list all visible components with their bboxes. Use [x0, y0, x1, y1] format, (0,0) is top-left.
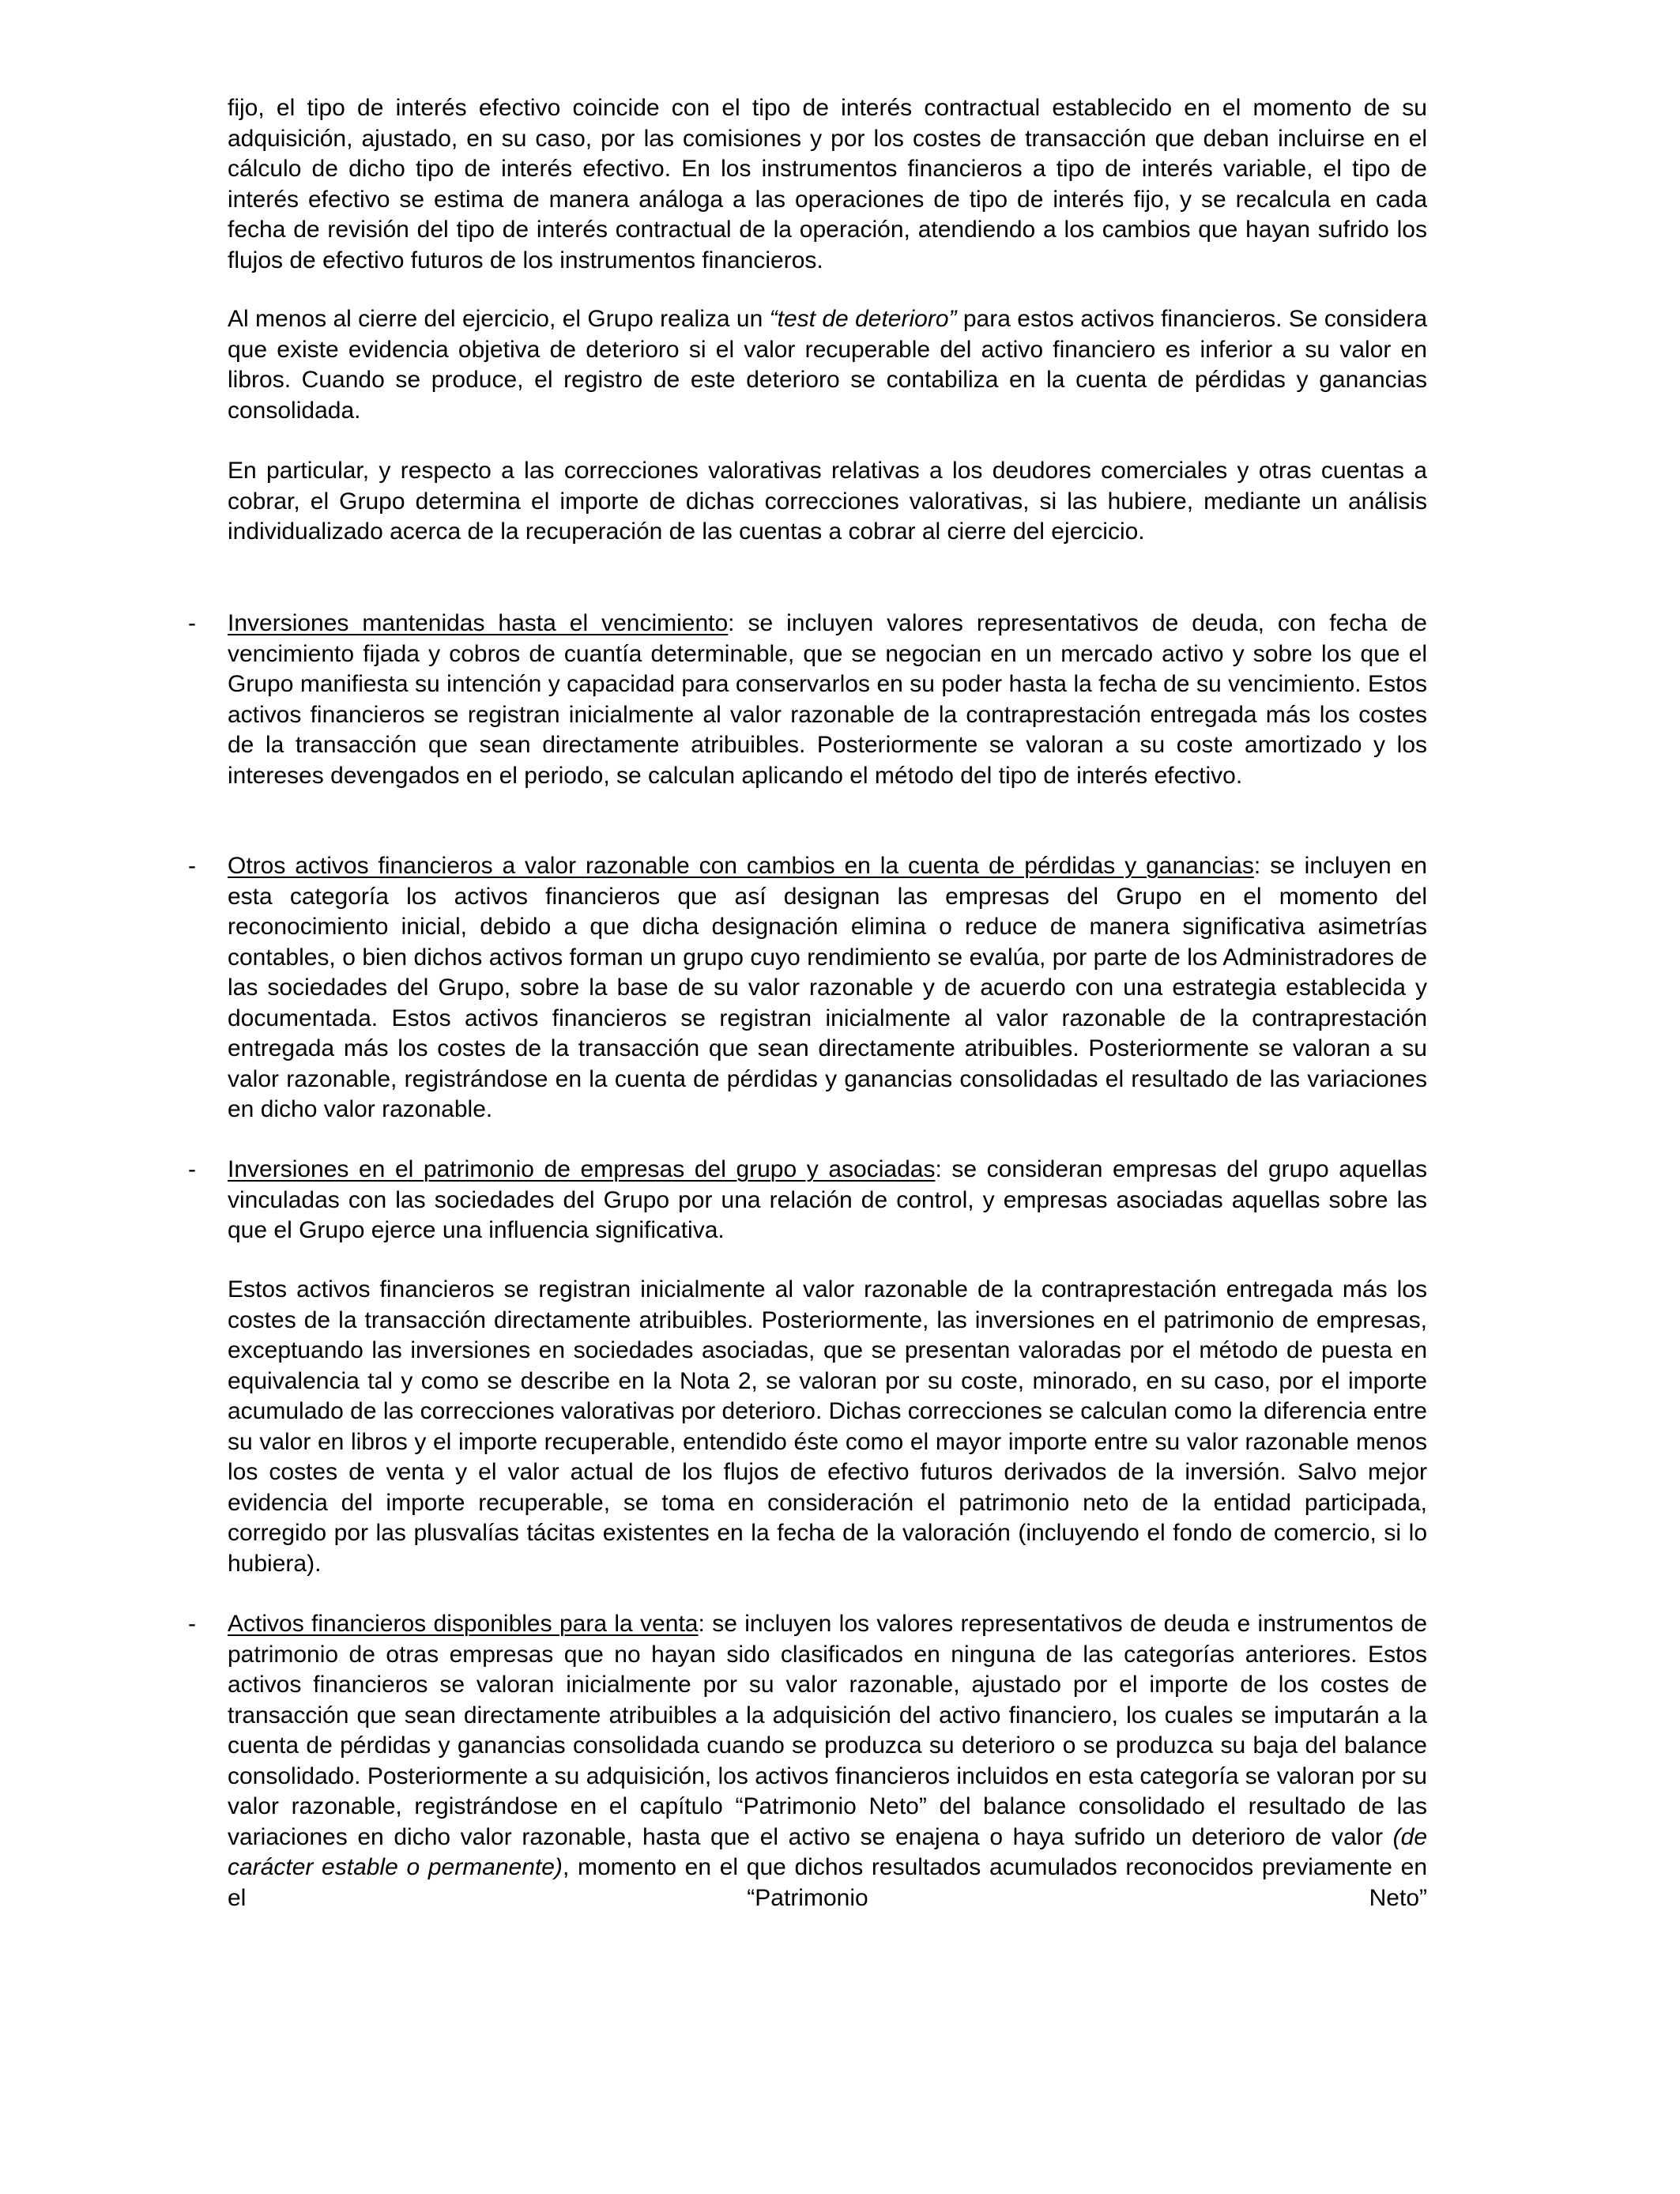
bullet-group-associates: [228, 1155, 1427, 1246]
paragraph-valuation-corrections: [228, 456, 1427, 548]
bullet-text: : se incluyen en esta categoría los activos financieros que así designan las empresas del Grupo en el momento del reconocimiento inicial, debido a que dicha designación elimina o reduce de manera significativa asimetrías contables, o bien dichos activos forman un grupo cuyo rendimiento se evalúa, por parte de los Administradores de las sociedades del Grupo, sobre la base de su valor razonable y de acuerdo con una estrategia establecida y documentada. Estos activos financieros se registran inicialmente al valor razonable de la contraprestación entregada más los costes de la transacción que sean directamente atribuibles. Posteriormente se valoran a su valor razonable, registrándose en la cuenta de pérdidas y ganancias consolidadas el resultado de las variaciones en dicho valor razonable.: [228, 853, 1427, 1122]
paragraph-impairment-test: [228, 304, 1427, 426]
bullet-marker: -: [188, 610, 196, 636]
bullet-title: Inversiones en el patrimonio de empresas del grupo y asociadas: [228, 1156, 936, 1182]
paragraph-group-investments-valuation: [228, 1275, 1427, 1579]
bullet-held-to-maturity: [228, 609, 1427, 791]
paragraph-text: Estos activos financieros se registran inicialmente al valor razonable de la contraprestación entregada más los costes de la transacción directamente atribuibles. Posteriormente, las inversiones en el patrimonio de empresas, exceptuando las inversiones en sociedades asociadas, que se presentan valoradas por el método de puesta en equivalencia tal y como se describe en la Nota 2, se valoran por su coste, minorado, en su caso, por el importe acumulado de las correcciones valorativas por deterioro. Dichas correcciones se calculan como la diferencia entre su valor en libros y el importe recuperable, entendido éste como el mayor importe entre su valor razonable menos los costes de venta y el valor actual de los flujos de efectivo futuros derivados de la inversión. Salvo mejor evidencia del importe recuperable, se toma en consideración el patrimonio neto de la entidad participada, corregido por las plusvalías tácitas existentes en la fecha de la valoración (incluyendo el fondo de comercio, si lo hubiera).: [228, 1276, 1427, 1577]
bullet-title: Otros activos financieros a valor razonable con cambios en la cuenta de pérdidas y ganancias: [228, 853, 1254, 879]
bullet-text: , momento en el que dichos resultados acumulados reconocidos previamente en el “Patrimonio Neto”: [228, 1854, 1427, 1911]
bullet-marker: -: [188, 853, 196, 879]
paragraph-text: fijo, el tipo de interés efectivo coincide con el tipo de interés contractual establecido en el momento de su adquisición, ajustado, en su caso, por las comisiones y por los costes de transacción que deban incluirse en el cálculo de dicho tipo de interés efectivo. En los instrumentos financieros a tipo de interés variable, el tipo de interés efectivo se estima de manera análoga a las operaciones de tipo de interés fijo, y se recalcula en cada fecha de revisión del tipo de interés contractual de la operación, atendiendo a los cambios que hayan sufrido los flujos de efectivo futuros de los instrumentos financieros.: [228, 95, 1427, 273]
bullet-text: : se incluyen los valores representativos de deuda e instrumentos de patrimonio de otras empresas que no hayan sido clasificados en ninguna de las categorías anteriores. Estos activos financieros se valoran inicialmente por su valor razonable, ajustado por el importe de los costes de transacción que sean directamente atribuibles a la adquisición del activo financiero, los cuales se imputarán a la cuenta de pérdidas y ganancias consolidada cuando se produzca su deterioro o se produzca su baja del balance consolidado. Posteriormente a su adquisición, los activos financieros incluidos en esta categoría se valoran por su valor razonable, registrándose en el capítulo “Patrimonio Neto” del balance consolidado el resultado de las variaciones en dicho valor razonable, hasta que el activo se enajena o haya sufrido un deterioro de valor: [228, 1611, 1427, 1850]
paragraph-text: En particular, y respecto a las correcciones valorativas relativas a los deudores comerciales y otras cuentas a cobrar, el Grupo determina el importe de dichas correcciones valorativas, si las hubiere, mediante un análisis individualizado acerca de la recuperación de las cuentas a cobrar al cierre del ejercicio.: [228, 458, 1427, 545]
paragraph-effective-interest: [228, 93, 1427, 276]
bullet-marker: -: [188, 1156, 196, 1182]
bullet-marker: -: [188, 1611, 196, 1637]
bullet-italic-text: (de carácter estable o permanente): [228, 1823, 1427, 1880]
bullet-title: Activos financieros disponibles para la venta: [228, 1611, 699, 1637]
paragraph-italic-text: “test de deterioro”: [769, 306, 957, 332]
bullet-title: Inversiones mantenidas hasta el vencimiento: [228, 610, 729, 636]
bullet-available-for-sale: [228, 1609, 1427, 1913]
bullet-text: : se consideran empresas del grupo aquellas vinculadas con las sociedades del Grupo por una relación de control, y empresas asociadas aquellas sobre las que el Grupo ejerce una influencia significativa.: [228, 1156, 1428, 1243]
paragraph-text: para estos activos financieros. Se considera que existe evidencia objetiva de deterioro si el valor recuperable del activo financiero es inferior a su valor en libros. Cuando se produce, el registro de este deterioro se contabiliza en la cuenta de pérdidas y ganancias consolidada.: [228, 306, 1428, 424]
bullet-text: : se incluyen valores representativos de deuda, con fecha de vencimiento fijada y cobros de cuantía determinable, que se negocian en un mercado activo y sobre los que el Grupo manifiesta su intención y capacidad para conservarlos en su poder hasta la fecha de su vencimiento. Estos activos financieros se registran inicialmente al valor razonable de la contraprestación entregada más los costes de la transacción que sean directamente atribuibles. Posteriormente se valoran a su coste amortizado y los intereses devengados en el periodo, se calculan aplicando el método del tipo de interés efectivo.: [228, 610, 1427, 789]
paragraph-text: Al menos al cierre del ejercicio, el Grupo realiza un: [228, 306, 770, 332]
bullet-fair-value-pl: [228, 851, 1427, 1125]
